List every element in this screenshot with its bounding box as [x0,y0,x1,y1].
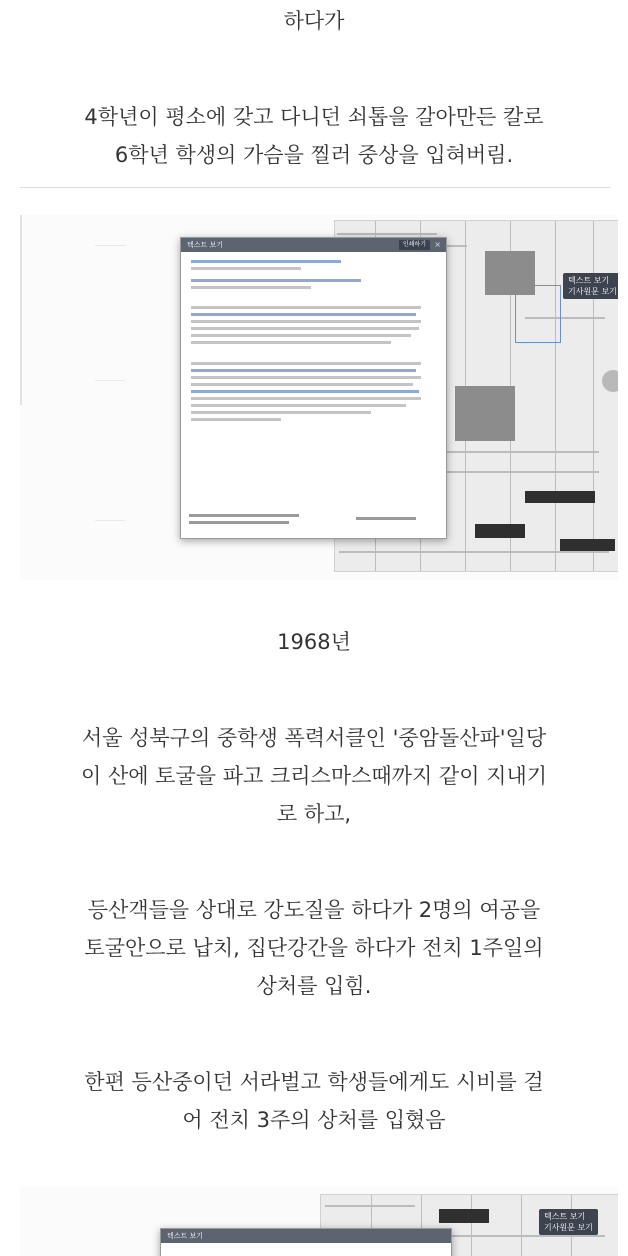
paragraph-fragment [0,2,628,40]
paragraph-incident-2 [0,719,628,833]
paragraph-incident-1 [0,98,628,174]
text-view-dialog [180,237,447,539]
dialog-body [181,252,446,532]
close-icon[interactable]: × [434,240,441,249]
year-heading [0,623,628,661]
text-line: 4학년이 평소에 갖고 다니던 쇠톱을 갈아만든 칼로 [84,105,544,129]
text-line: 토굴안으로 납치, 집단강간을 하다가 전치 1주일의 [84,936,544,960]
text-line: 1968년 [277,630,351,654]
paragraph-incident-4 [0,1063,628,1139]
dialog-title: 텍스트 보기 [187,241,224,249]
view-text-tooltip[interactable]: 텍스트 보기 기사원문 보기 [539,1209,598,1235]
text-line: 이 산에 토굴을 파고 크리스마스때까지 같이 지내기 [80,764,548,788]
dialog-header [161,1229,451,1243]
article-highlight [515,285,561,343]
paragraph-incident-3 [0,891,628,1005]
dialog-header [181,238,446,252]
view-text-tooltip[interactable]: 텍스트 보기 기사원문 보기 [563,273,618,299]
text-line: 로 하고, [276,802,352,826]
dialog-title: 텍스트 보기 [167,1232,204,1240]
text-view-dialog [160,1228,452,1256]
print-button[interactable]: 인쇄하기 [399,240,430,250]
text-line: 6학년 학생의 가슴을 찔러 중상을 입혀버림. [114,143,514,167]
text-line: 어 전치 3주의 상처를 입혔음 [182,1108,446,1132]
text-line: 등산객들을 상대로 강도질을 하다가 2명의 여공을 [87,898,541,922]
newspaper-screenshot-2 [20,1186,618,1256]
text-line: 한편 등산중이던 서라벌고 학생들에게도 시비를 걸 [84,1070,544,1094]
newspaper-screenshot-1 [20,215,618,580]
text-line: 하다가 [283,9,345,33]
text-line: 상처를 입힘. [256,974,372,998]
divider [20,187,610,188]
scroll-handle[interactable] [602,370,618,392]
text-line: 서울 성북구의 중학생 폭력서클인 '중암돌산파'일당 [81,726,547,750]
